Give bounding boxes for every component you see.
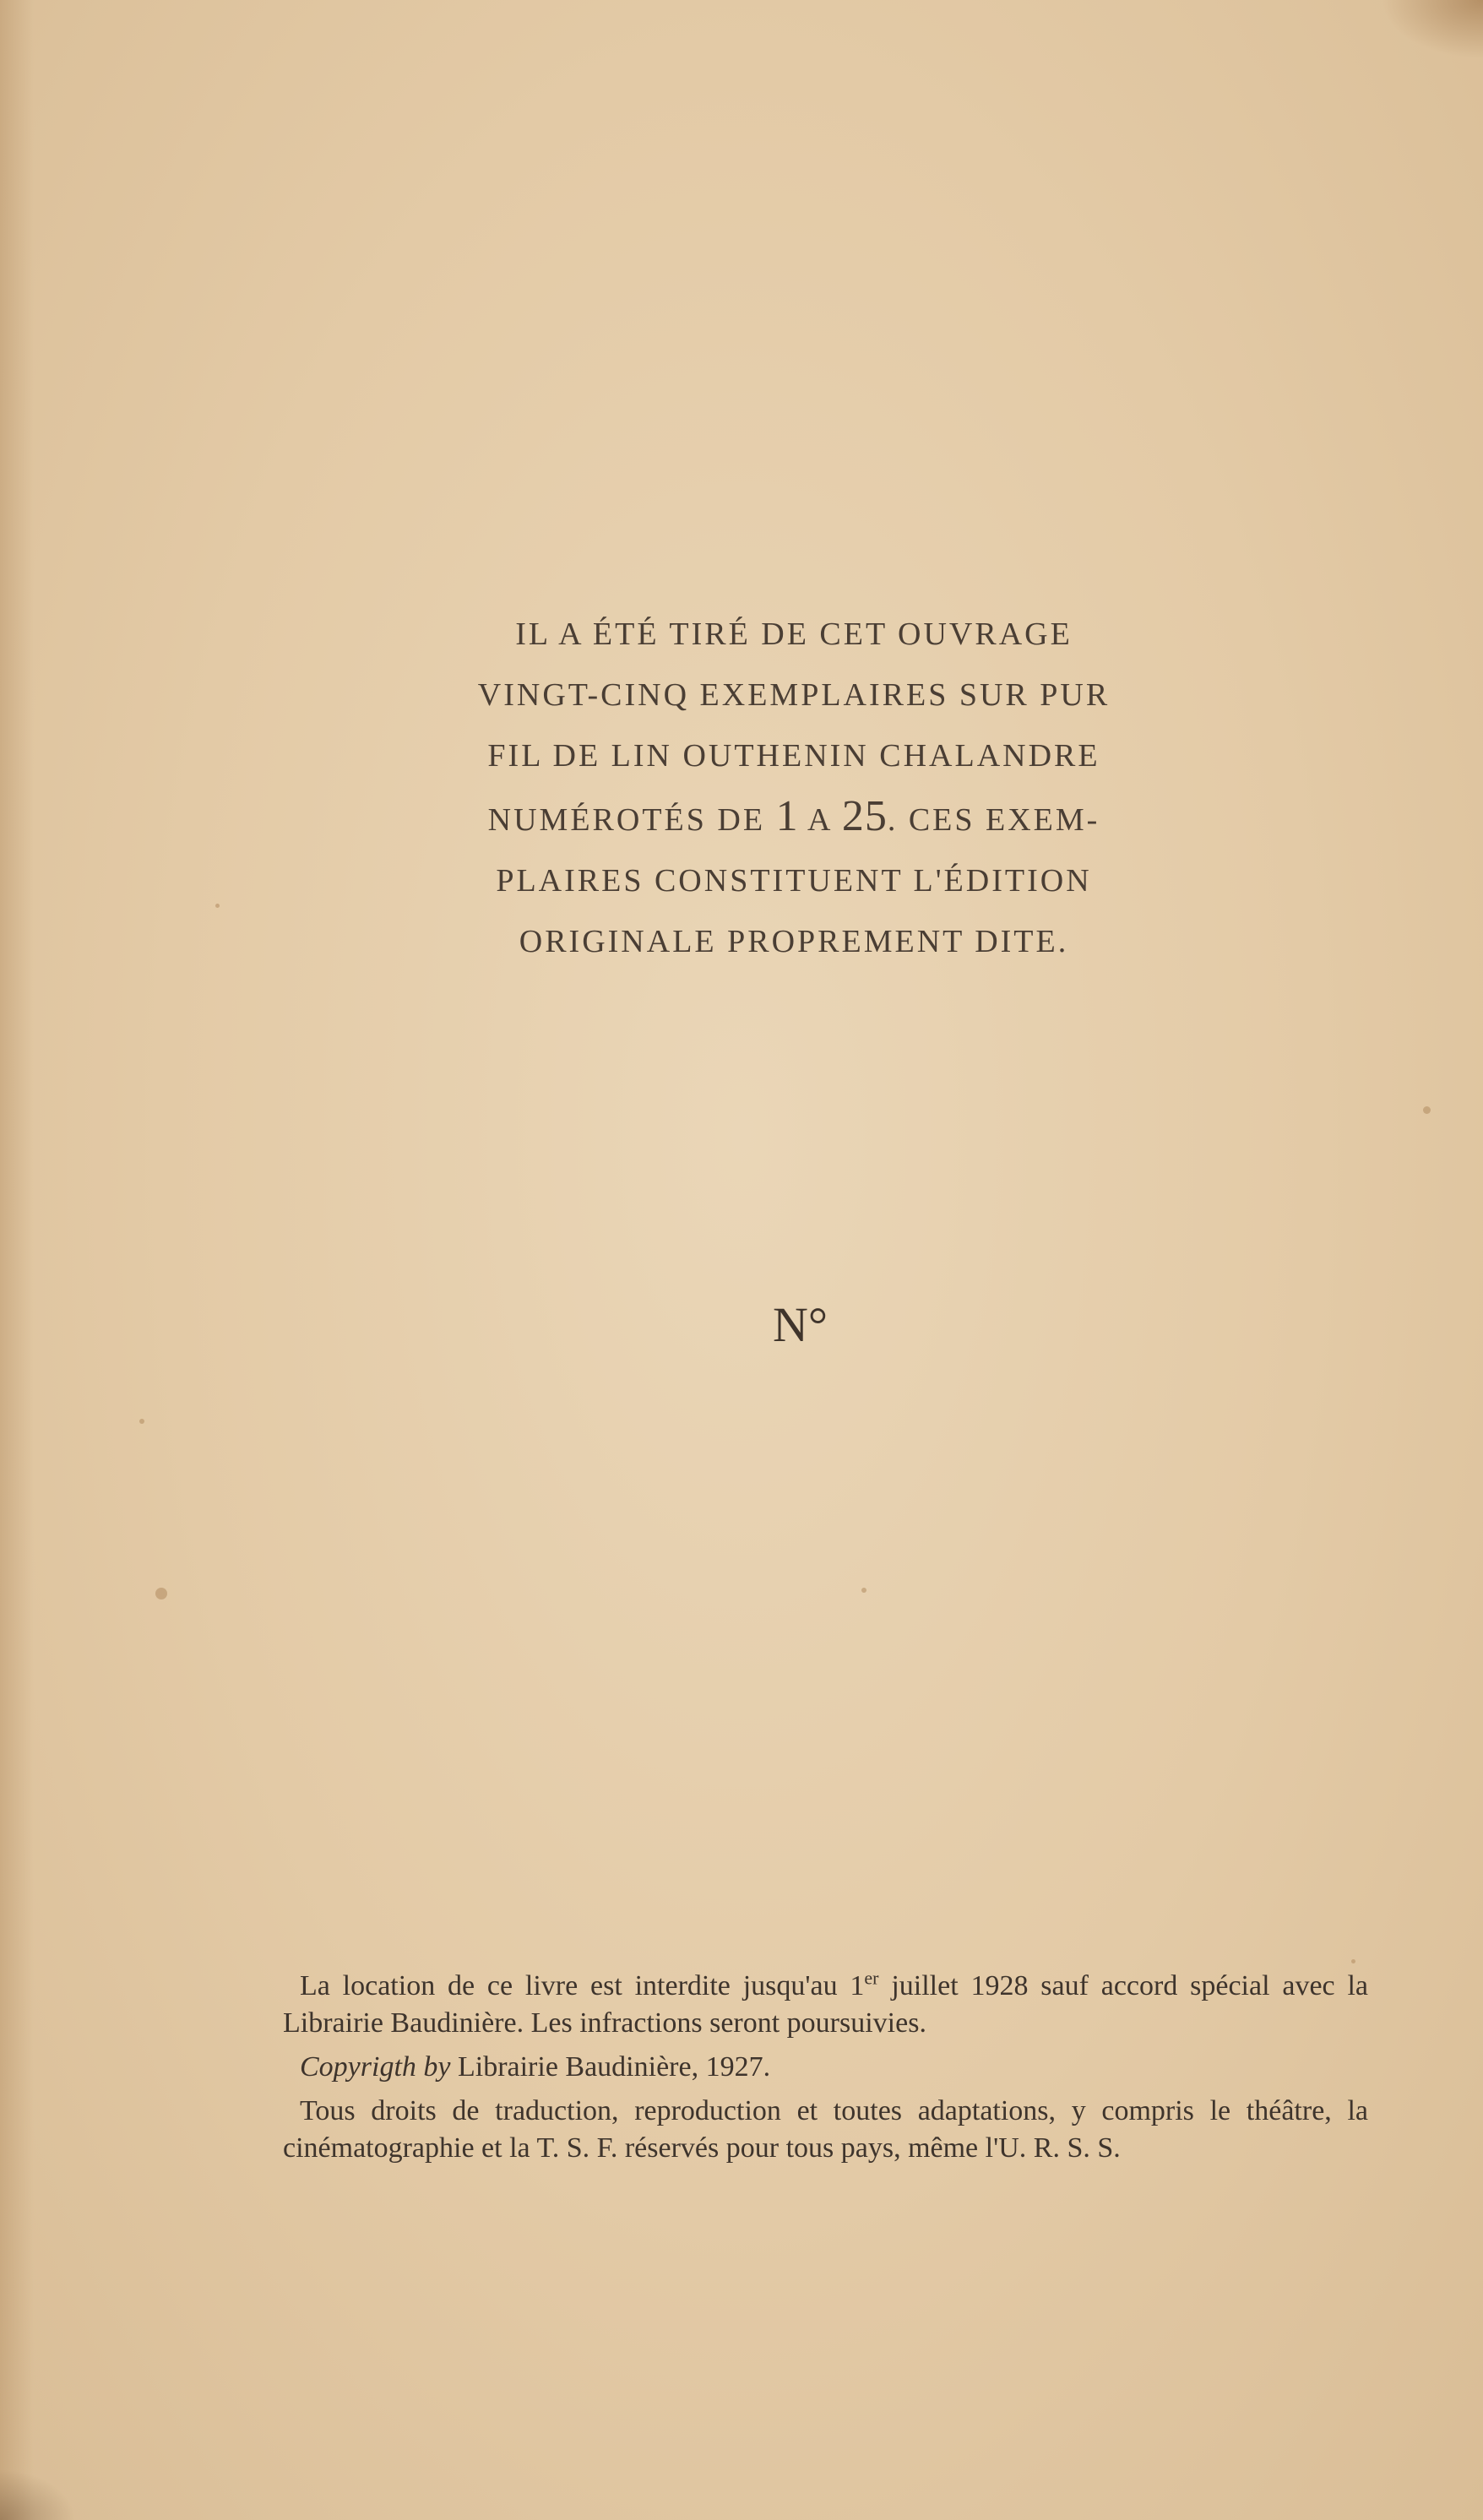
limitation-line-1 xyxy=(397,604,1191,665)
copy-number-end: 25 xyxy=(841,792,888,840)
limitation-line-5 xyxy=(397,850,1191,911)
limitation-text: VINGT-CINQ EXEMPLAIRES SUR PUR xyxy=(477,677,1111,713)
ordinal-superscript: er xyxy=(864,1967,879,1989)
paper-speck xyxy=(1351,1959,1355,1963)
copy-number-mark: N° xyxy=(773,1297,828,1352)
limitation-line-2 xyxy=(397,665,1191,725)
copy-number-start: 1 xyxy=(775,792,799,840)
limitation-text: FIL DE LIN OUTHENIN CHALANDRE xyxy=(487,738,1100,774)
page-edge-shadow xyxy=(0,0,34,2520)
rights-text: Tous droits de traduction, reproduction et toutes adaptations, y compris le théâtre, la cinématographie et la T. S. F. réservés pour tous pays, même l'U. R. S. S. xyxy=(283,2095,1368,2164)
limitation-text: ORIGINALE PROPREMENT DITE. xyxy=(519,924,1069,959)
page-stain-bottom-left xyxy=(0,2469,76,2520)
paper-speck xyxy=(861,1588,866,1593)
rental-text: juillet 1928 sauf accord spécial avec la Librairie Baudinière. Les infractions seront poursuivies. xyxy=(283,1970,1368,2039)
limitation-text: PLAIRES CONSTITUENT L'ÉDITION xyxy=(496,863,1092,899)
rental-notice xyxy=(283,1968,1368,2042)
legal-notice xyxy=(283,1968,1368,2167)
page-stain-top-right xyxy=(1382,0,1483,59)
limitation-text: IL A ÉTÉ TIRÉ DE CET OUVRAGE xyxy=(515,616,1073,652)
paper-speck xyxy=(155,1588,167,1599)
rental-text: La location de ce livre est interdite jusqu'au 1 xyxy=(300,1970,865,2001)
copyright-label: Copyrigth by xyxy=(300,2051,451,2083)
limitation-notice xyxy=(397,604,1191,972)
copyright-holder: Librairie Baudinière, 1927. xyxy=(450,2051,771,2083)
limitation-line-6 xyxy=(397,911,1191,972)
rights-notice xyxy=(283,2093,1368,2167)
paper-speck xyxy=(139,1419,144,1424)
limitation-line-3 xyxy=(397,725,1191,786)
limitation-text: . CES EXEM- xyxy=(887,802,1100,838)
paper-speck xyxy=(1423,1106,1431,1114)
limitation-text: A xyxy=(798,802,842,838)
copyright-notice xyxy=(283,2049,1368,2086)
limitation-line-4 xyxy=(397,786,1191,850)
limitation-text: NUMÉROTÉS DE xyxy=(487,802,776,838)
paper-speck xyxy=(215,904,220,908)
